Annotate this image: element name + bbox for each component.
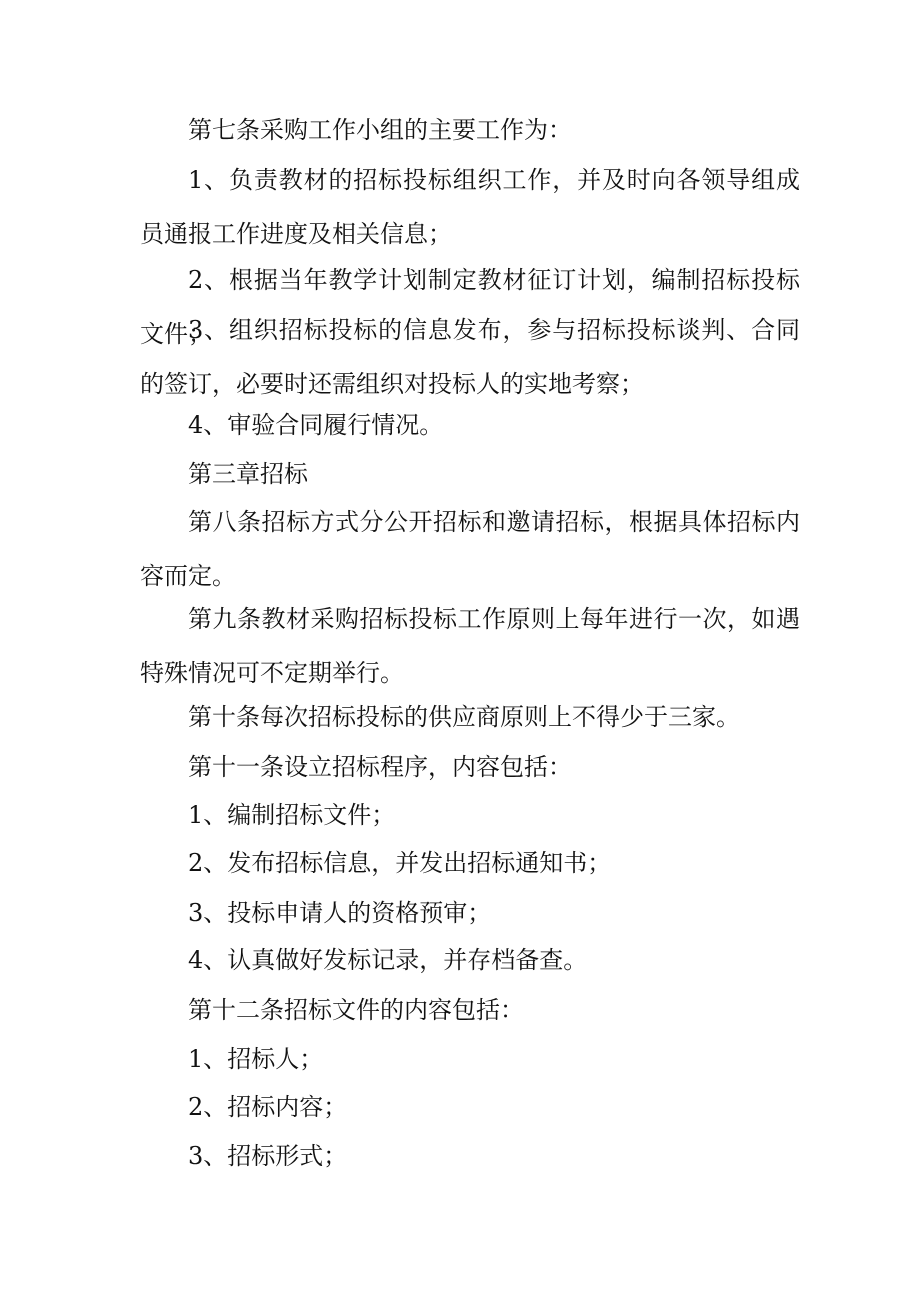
paragraph-article-10: 第十条每次招标投标的供应商原则上不得少于三家。 — [188, 703, 740, 731]
paragraph-content-1: 1、招标人； — [188, 1045, 324, 1073]
paragraph-article-11: 第十一条设立招标程序，内容包括： — [188, 753, 572, 781]
paragraph-item-3: 3、组织招标投标的信息发布，参与招标投标谈判、合同的签订，必要时还需组织对投标人的实地考察； — [140, 316, 800, 398]
paragraph-procedure-1: 1、编制招标文件； — [188, 801, 396, 829]
chapter-heading: 第三章招标 — [188, 460, 308, 488]
paragraph-article-9: 第九条教材采购招标投标工作原则上每年进行一次，如遇特殊情况可不定期举行。 — [140, 605, 800, 687]
paragraph-procedure-2: 2、发布招标信息，并发出招标通知书； — [188, 849, 612, 877]
paragraph-procedure-4: 4、认真做好发标记录，并存档备查。 — [188, 946, 588, 974]
paragraph-procedure-3: 3、投标申请人的资格预审； — [188, 899, 492, 927]
paragraph-item-1: 1、负责教材的招标投标组织工作，并及时向各领导组成员通报工作进度及相关信息； — [140, 166, 800, 248]
paragraph-article-12: 第十二条招标文件的内容包括： — [188, 996, 524, 1024]
paragraph-article-7: 第七条采购工作小组的主要工作为： — [188, 116, 572, 144]
paragraph-content-3: 3、招标形式； — [188, 1142, 348, 1170]
paragraph-content-2: 2、招标内容； — [188, 1093, 348, 1121]
paragraph-item-2: 2、根据当年教学计划制定教材征订计划，编制招标投标文件； — [140, 266, 800, 348]
paragraph-article-8: 第八条招标方式分公开招标和邀请招标，根据具体招标内容而定。 — [140, 508, 800, 590]
paragraph-item-4: 4、审验合同履行情况。 — [188, 411, 444, 439]
